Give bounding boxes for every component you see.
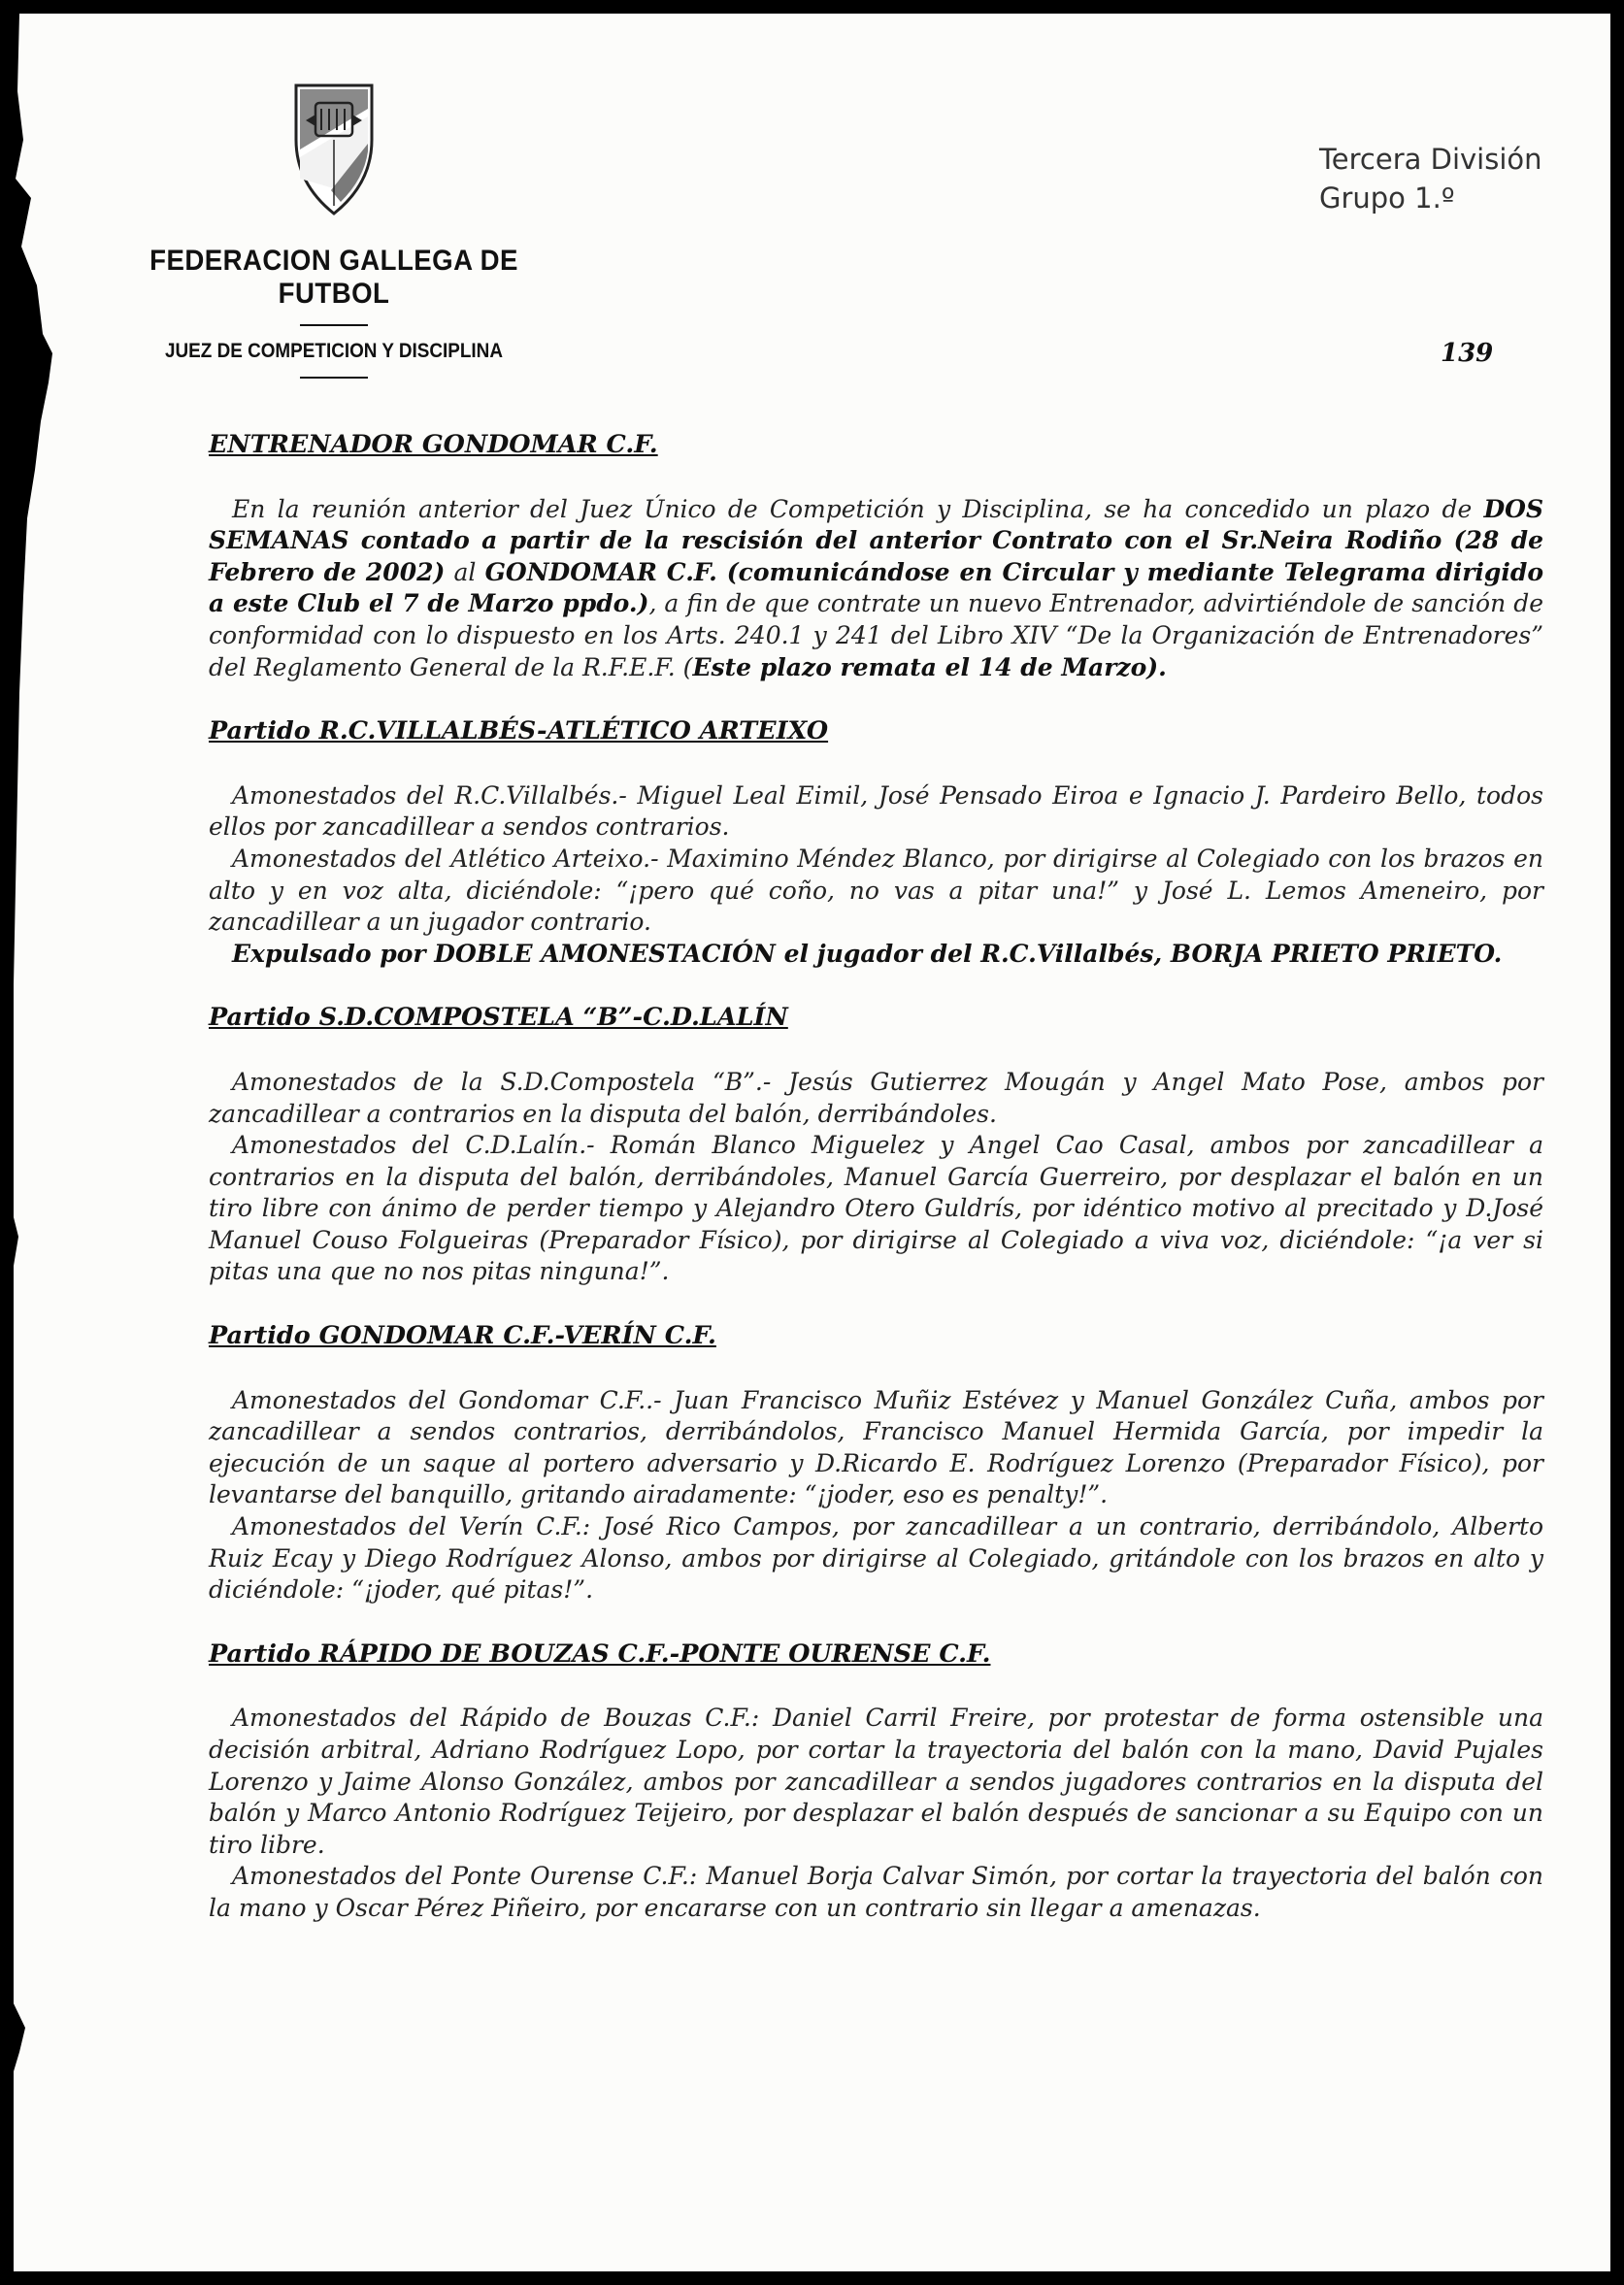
paragraph: Amonestados del R.C.Villalbés.- Miguel Leal Eimil, José Pensado Eiroa e Ignacio J. Pardeiro Bello, todos ellos por zancadillear a sendos contrarios. <box>209 780 1543 842</box>
letterhead <box>91 82 577 379</box>
paragraph: Amonestados del Rápido de Bouzas C.F.: Daniel Carril Freire, por protestar de forma ostensible una decisión arbitral, Adriano Rodríguez Lopo, por cortar la trayectoria del balón con la mano, David Pujales Lorenzo y Jaime Alonso González, ambos por zancadillear a sendos jugadores contrarios en la disputa del balón y Marco Antonio Rodríguez Teijeiro, por desplazar el balón después de sancionar a su Equipo con un tiro libre. <box>209 1704 1543 1859</box>
paragraph: Amonestados del Verín C.F.: José Rico Campos, por zancadillear a un contrario, derribándolo, Alberto Ruiz Ecay y Diego Rodríguez Alonso, ambos por dirigirse al Colegiado, gritándole con los brazos en alto y diciéndole: “¡joder, qué pitas!”. <box>209 1512 1543 1605</box>
bold-run: GONDOMAR C.F. (comunicándose en Circular y mediante Telegrama dirigido a este Club el 7 de Marzo ppdo.) <box>209 557 1543 618</box>
group-label: Grupo 1.º <box>1319 182 1455 215</box>
paragraph <box>209 939 1543 971</box>
federation-name: FEDERACION GALLEGA DE FUTBOL <box>149 245 518 310</box>
paragraph <box>209 494 1543 684</box>
department-name: JUEZ DE COMPETICION Y DISCIPLINA <box>165 340 503 362</box>
text-run: , a fin de que contrate un nuevo Entrenador, advirtiéndole de sanción de conformidad con lo dispuesto en los Arts. 240.1 y 241 del Libro XIV “De la Organización de Entrenadores” del Reglamento General de la R.F.E.F. ( <box>209 589 1544 681</box>
torn-edge <box>14 14 72 2271</box>
division-label: Tercera División <box>1319 143 1542 176</box>
paragraph: Amonestados del Atlético Arteixo.- Maximino Méndez Blanco, por dirigirse al Colegiado con los brazos en alto y en voz alta, diciéndole: “¡pero qué coño, no vas a pitar una!” y José L. Lemos Ameneiro, por zancadillear a un jugador contrario. <box>209 844 1543 937</box>
bold-run: Este plazo remata el 14 de Marzo). <box>692 652 1167 681</box>
paragraph: Amonestados del C.D.Lalín.- Román Blanco Miguelez y Angel Cao Casal, ambos por zancadillear a contrarios en la disputa del balón, derribándoles, Manuel García Guerreiro, por desplazar el balón en un tiro libre con ánimo de perder tiempo y Alejandro Otero Guldrís, por idéntico motivo al precitado y D.José Manuel Couso Folgueiras (Preparador Físico), por dirigirse al Colegiado a viva voz, diciéndole: “¡a ver si pitas una que no nos pitas ninguna!”. <box>209 1131 1543 1286</box>
document-page <box>14 14 1610 2271</box>
federation-crest-icon <box>292 82 376 217</box>
bold-run: Expulsado por DOBLE AMONESTACIÓN el jugador del R.C.Villalbés, BORJA PRIETO PRIETO. <box>232 939 1503 968</box>
paragraph: Amonestados del Ponte Ourense C.F.: Manuel Borja Calvar Simón, por cortar la trayectoria del balón con la mano y Oscar Pérez Piñeiro, por encararse con un contrario sin llegar a amenazas. <box>209 1862 1543 1922</box>
division-info <box>1319 140 1542 217</box>
text-run: al <box>445 557 485 586</box>
section-heading: Partido RÁPIDO DE BOUZAS C.F.-PONTE OURENSE C.F. <box>209 1639 991 1669</box>
paragraph: Amonestados de la S.D.Compostela “B”.- Jesús Gutierrez Mougán y Angel Mato Pose, ambos por zancadillear a contrarios en la disputa del balón, derribándoles. <box>209 1067 1543 1128</box>
section-heading: Partido GONDOMAR C.F.-VERÍN C.F. <box>209 1321 716 1351</box>
section-heading: ENTRENADOR GONDOMAR C.F. <box>209 430 658 459</box>
document-body <box>209 429 1543 1925</box>
section-heading: Partido R.C.VILLALBÉS-ATLÉTICO ARTEIXO <box>209 716 829 746</box>
bold-run: DOS SEMANAS contado a partir de la rescisión del anterior Contrato con el Sr.Neira Rodiño (28 de Febrero de 2002) <box>209 494 1543 586</box>
divider <box>300 377 368 379</box>
divider <box>300 324 368 326</box>
page-number: 139 <box>1441 339 1494 368</box>
text-run: En la reunión anterior del Juez Único de Competición y Disciplina, se ha concedido un plazo de <box>232 494 1484 523</box>
paragraph: Amonestados del Gondomar C.F..- Juan Francisco Muñiz Estévez y Manuel González Cuña, ambos por zancadillear a sendos contrarios, derribándolos, Francisco Manuel Hermida García, por impedir la ejecución de un saque al portero adversario y D.Ricardo E. Rodríguez Lorenzo (Preparador Físico), por levantarse del banquillo, gritando airadamente: “¡joder, eso es penalty!”. <box>209 1385 1543 1509</box>
section-heading: Partido S.D.COMPOSTELA “B”-C.D.LALÍN <box>209 1003 788 1033</box>
